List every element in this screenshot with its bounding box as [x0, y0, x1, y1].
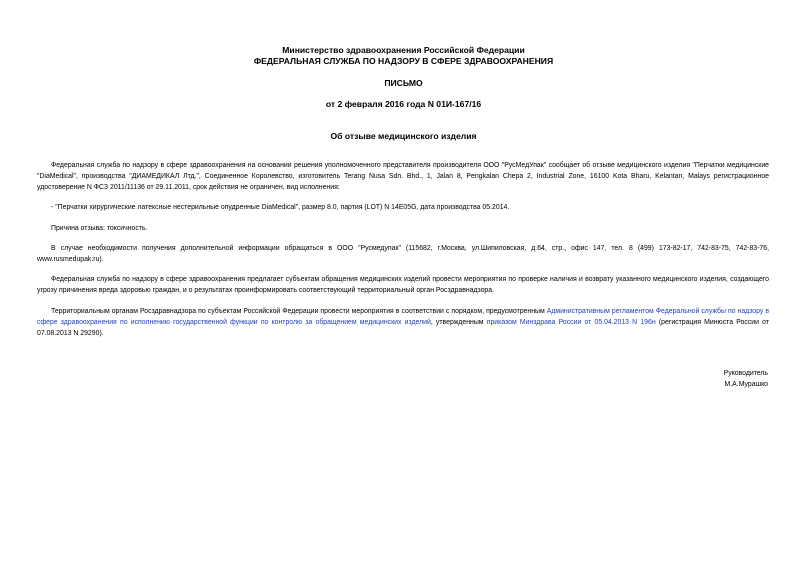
ministry-heading: Министерство здравоохранения Российской Федерации — [282, 45, 525, 55]
paragraph-reason: Причина отзыва: токсичность. — [51, 225, 148, 232]
service-heading: ФЕДЕРАЛЬНАЯ СЛУЖБА ПО НАДЗОРУ В СФЕРЕ ЗДРАВООХРАНЕНИЯ — [253, 56, 554, 66]
paragraph-contacts: В случае необходимости получения дополнительной информации обращаться в ООО "Русмедупак" (115682, г.Москва, ул.Шипиловская, д.64, стр., офис 147, тел. 8 (499) 173-82-17, 742-83-75, 742-83-76, www.rusmedupak.ru). — [37, 245, 769, 263]
paragraph-product: - "Перчатки хирургические латексные нестерильные опудренные DiaMedical", размер 8.0, партия (LOT) N 14E05G, дата производства 05.2014. — [51, 204, 510, 211]
signature-title: Руководитель — [723, 370, 768, 377]
paragraph-notice: Федеральная служба по надзору в сфере здравоохранения на основании решения уполномоченного представителя производителя ООО "РусМедУпак" сообщает об отзыве медицинского изделия "Перчатки медицинские "DiaMedical", производства "ДИАМЕДИКАЛ Лтд.", Соединенное Королевство, изготовитель Terang Nusa Sdn. Bhd., 1, Jalan 8, Pengkalan Chepa 2, Industrial Zone, 16100 Kota Bharu, Kelantan, Malays регистрационное удостоверение N ФСЗ 2011/11136 от 29.11.2011, срок действия не ограничен, вид исполнения: — [37, 162, 769, 191]
paragraph-territorial-text-3: (регистрация Минюста России от 07.08.2013 N 29290). — [37, 319, 769, 337]
document-date-number: от 2 февраля 2016 года N 01И-167/16 — [325, 99, 482, 109]
paragraph-proposal: Федеральная служба по надзору в сфере здравоохранения предлагает субъектам обращения медицинских изделий провести мероприятия по проверке наличия и возврату указанного медицинского изделия, создающего угрозу причинения вреда здоровью граждан, и о результатах проинформировать соответствующий территориальный орган Росздравнадзора. — [37, 276, 769, 294]
order-link[interactable]: приказом Минздрава России от 05.04.2013 N 196н — [486, 319, 656, 326]
paragraph-territorial — [37, 306, 769, 339]
document-type: ПИСЬМО — [384, 78, 423, 88]
paragraph-territorial-text-1: Территориальным органам Росздравнадзора по субъектам Российской Федерации провести мероприятия в соответствии с порядком, предусмотренным — [51, 308, 547, 315]
regulation-link[interactable]: Административным регламентом Федеральной службы по надзору в сфере здравоохранения по исполнению государственной функции по контролю за обращением медицинских изделий — [37, 308, 769, 326]
signature-name: М.А.Мурашко — [724, 381, 768, 388]
paragraph-territorial-text-2: , утвержденным — [430, 319, 487, 326]
document-subject: Об отзыве медицинского изделия — [330, 131, 477, 141]
